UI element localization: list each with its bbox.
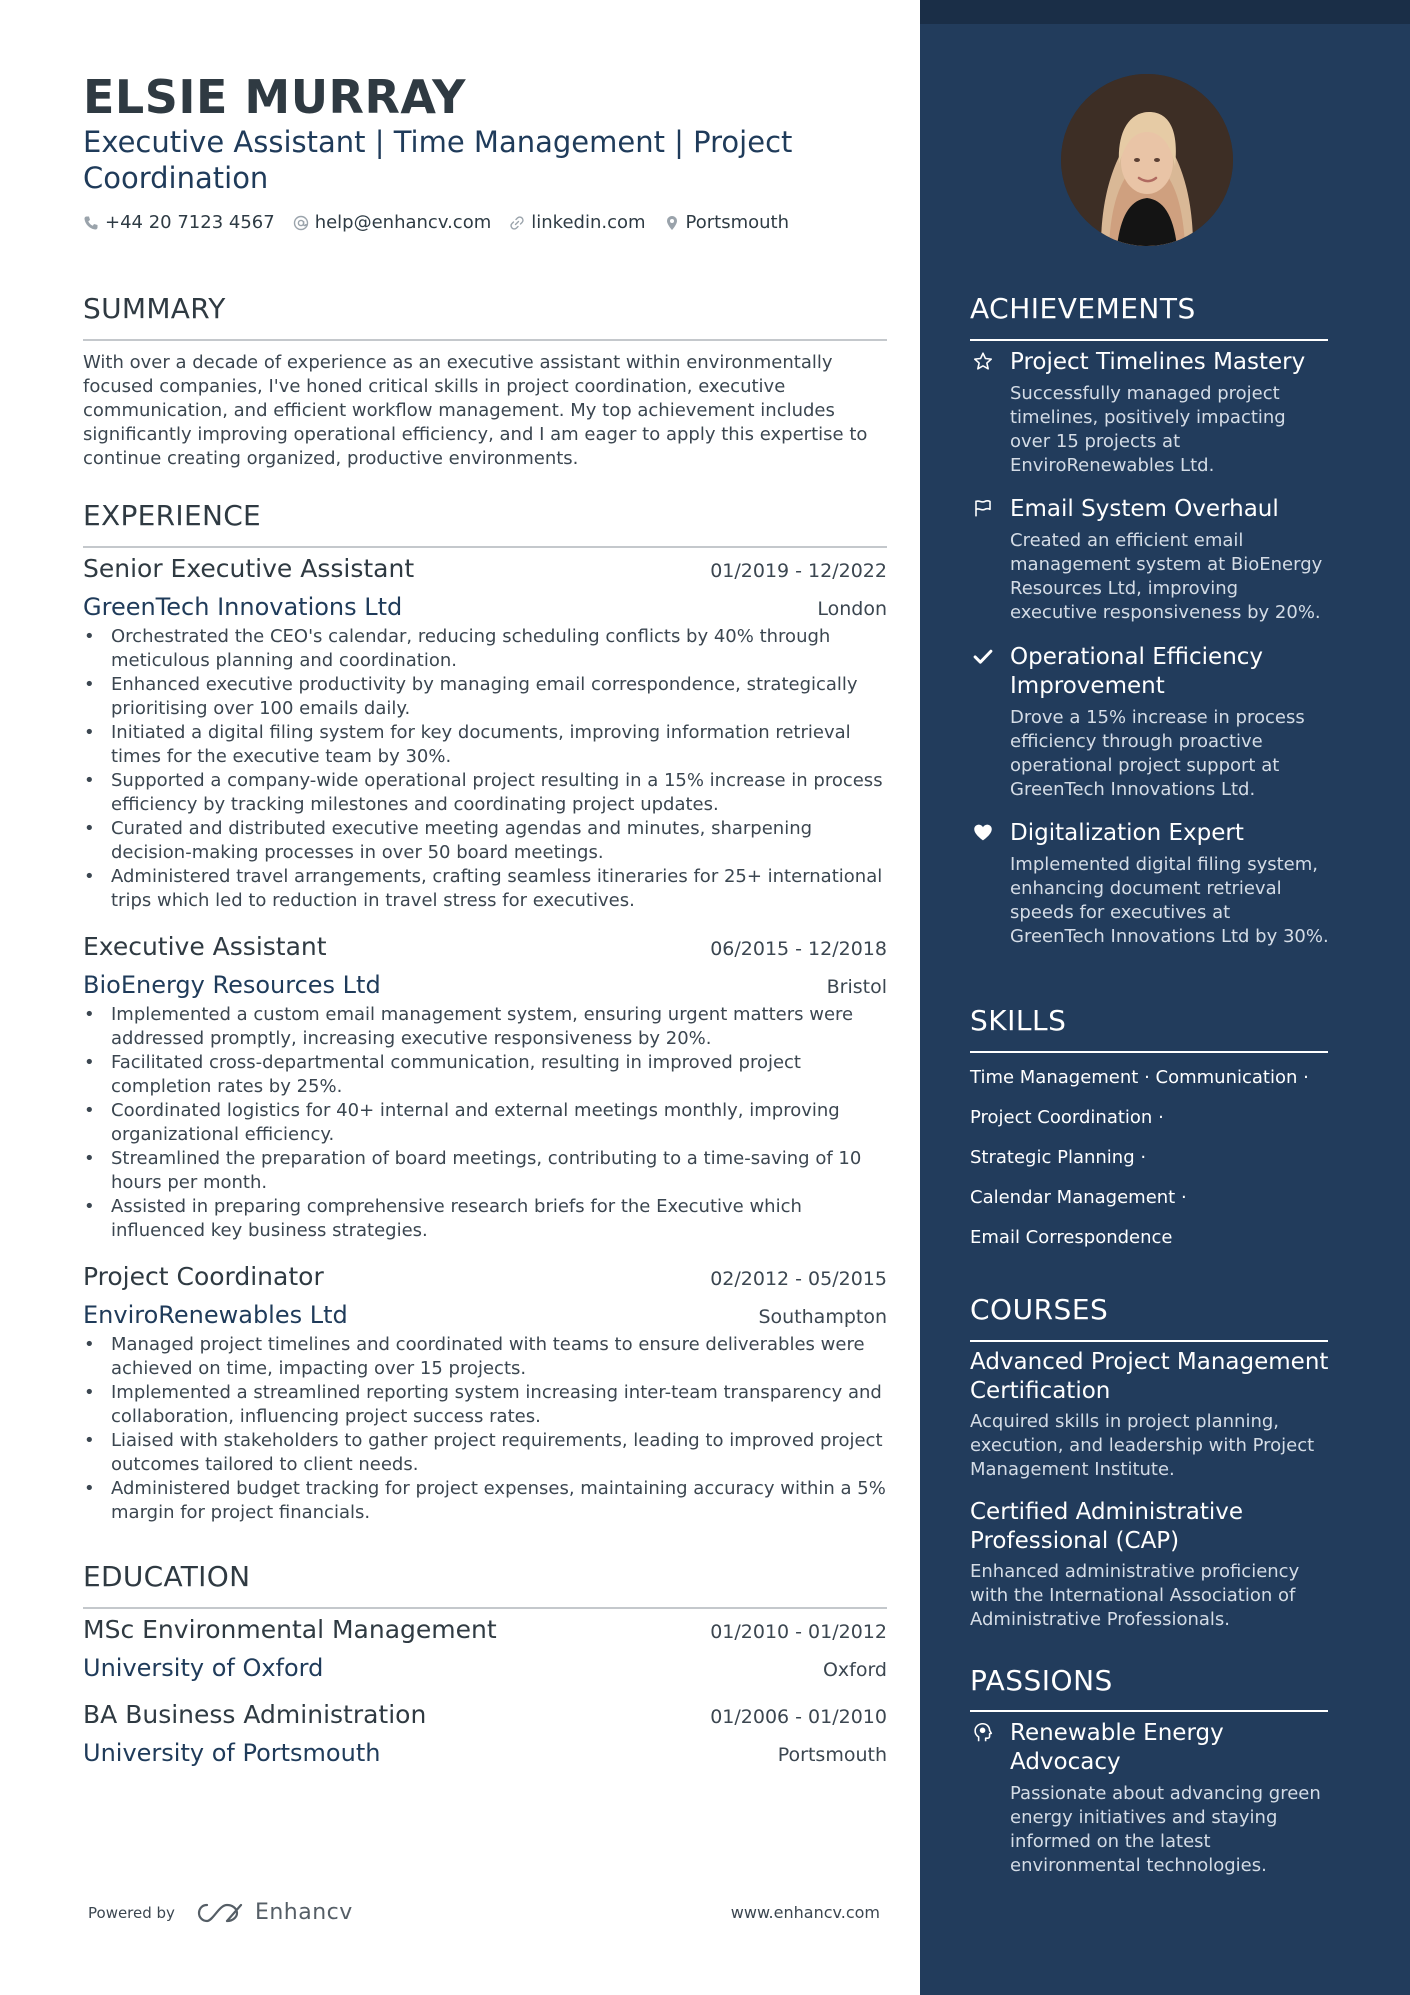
- passions-heading: PASSIONS: [970, 1664, 1113, 1697]
- job-entry: [83, 932, 887, 1243]
- avatar: [1061, 74, 1233, 246]
- job-title: Executive Assistant: [83, 932, 327, 961]
- job-location: London: [817, 598, 887, 620]
- bullet-item: • Implemented a custom email management system, ensuring urgent matters were addressed promptly, increasing executive responsiveness by 20%.: [83, 1003, 887, 1051]
- bullet-item: • Assisted in preparing comprehensive research briefs for the Executive which influenced key business strategies.: [83, 1195, 887, 1243]
- bullet-item: • Curated and distributed executive meeting agendas and minutes, sharpening decision-making processes in over 50 board meetings.: [83, 817, 887, 865]
- course-desc: Enhanced administrative proficiency with the International Association of Administrative Professionals.: [970, 1561, 1300, 1630]
- portrait-image: [1061, 74, 1233, 246]
- skill-item: Strategic Planning: [970, 1147, 1135, 1168]
- skills-list: [970, 1058, 1350, 1258]
- school-location: Portsmouth: [777, 1744, 887, 1766]
- brand-logo[interactable]: [197, 1900, 353, 1925]
- degree-title: MSc Environmental Management: [83, 1615, 497, 1644]
- bullet-item: • Managed project timelines and coordinated with teams to ensure deliverables were achieved on time, impacting over 15 projects.: [83, 1333, 887, 1381]
- skill-item: Communication: [1155, 1067, 1298, 1088]
- job-title: Project Coordinator: [83, 1262, 324, 1291]
- phone-icon: [83, 215, 99, 231]
- job-bullets: [83, 1003, 887, 1243]
- skill-item: Time Management: [970, 1067, 1139, 1088]
- flag-icon: [970, 495, 996, 519]
- courses-heading: COURSES: [970, 1293, 1109, 1326]
- skills-heading: SKILLS: [970, 1004, 1067, 1037]
- bullet-item: • Orchestrated the CEO's calendar, reducing scheduling conflicts by 40% through meticulous planning and coordination.: [83, 625, 887, 673]
- achievement-title: Project Timelines Mastery: [1010, 349, 1306, 375]
- education-divider: [83, 1607, 887, 1609]
- star-icon: [970, 348, 996, 372]
- achievement-desc: Implemented digital filing system, enhancing document retrieval speeds for executives at GreenTech Innovations Ltd by 30%.: [1010, 854, 1329, 947]
- achievement-item: [970, 495, 1330, 625]
- contact-location: [664, 212, 789, 233]
- passion-title: Renewable Energy Advocacy: [1010, 1720, 1224, 1775]
- job-dates: 01/2019 - 12/2022: [710, 560, 887, 582]
- job-location: Bristol: [826, 976, 887, 998]
- summary-text: With over a decade of experience as an executive assistant within environmentally focused companies, I've honed critical skills in project coordination, executive communication, and efficient workflow management. My top achievement includes significantly improving operational efficiency, and I am eager to apply this expertise to continue creating organized, productive environments.: [83, 352, 868, 469]
- website-link[interactable]: www.enhancv.com: [730, 1903, 880, 1922]
- experience-heading: EXPERIENCE: [83, 499, 262, 532]
- skills-divider: [970, 1051, 1328, 1053]
- bullet-item: • Facilitated cross-departmental communication, resulting in improved project completion rates by 25%.: [83, 1051, 887, 1099]
- school-location: Oxford: [822, 1659, 887, 1681]
- bullet-item: • Liaised with stakeholders to gather project requirements, leading to improved project outcomes tailored to client needs.: [83, 1429, 887, 1477]
- skill-item: Project Coordination: [970, 1107, 1153, 1128]
- school-name: University of Portsmouth: [83, 1739, 381, 1767]
- bullet-item: • Enhanced executive productivity by managing email correspondence, strategically prioritising over 100 emails daily.: [83, 673, 887, 721]
- achievement-title: Digitalization Expert: [1010, 820, 1244, 846]
- bullet-item: • Supported a company-wide operational project resulting in a 15% increase in process efficiency by tracking milestones and coordinating project updates.: [83, 769, 887, 817]
- education-heading: EDUCATION: [83, 1560, 251, 1593]
- job-dates: 02/2012 - 05/2015: [710, 1268, 887, 1290]
- sidebar: [920, 0, 1410, 1995]
- experience-divider: [83, 546, 887, 548]
- passions-divider: [970, 1710, 1328, 1712]
- course-item: [970, 1498, 1340, 1632]
- skill-item: Email Correspondence: [970, 1227, 1173, 1248]
- link-icon: [509, 215, 525, 231]
- head-icon: [970, 1719, 996, 1743]
- bullet-item: • Administered budget tracking for project expenses, maintaining accuracy within a 5% margin for project financials.: [83, 1477, 887, 1525]
- location-text: Portsmouth: [685, 212, 790, 233]
- degree-title: BA Business Administration: [83, 1700, 427, 1729]
- at-icon: [293, 215, 309, 231]
- candidate-name: ELSIE MURRAY: [83, 70, 466, 124]
- company-name: BioEnergy Resources Ltd: [83, 971, 381, 999]
- headline: Executive Assistant | Time Management | Project Coordination: [83, 125, 793, 195]
- education-entry: [83, 1615, 887, 1682]
- heart-icon: [970, 819, 996, 843]
- job-bullets: [83, 1333, 887, 1525]
- achievement-title: Email System Overhaul: [1010, 496, 1279, 522]
- sidebar-top-band: [920, 0, 1410, 24]
- company-name: GreenTech Innovations Ltd: [83, 593, 403, 621]
- education-dates: 01/2010 - 01/2012: [710, 1621, 887, 1643]
- courses-divider: [970, 1340, 1328, 1342]
- skills-row: Project Coordination ·: [970, 1107, 1164, 1128]
- job-bullets: [83, 625, 887, 913]
- bullet-item: • Administered travel arrangements, crafting seamless itineraries for 25+ international trips which led to reduction in travel stress for executives.: [83, 865, 887, 913]
- job-entry: [83, 1262, 887, 1525]
- job-title: Senior Executive Assistant: [83, 554, 415, 583]
- achievement-desc: Created an efficient email management system at BioEnergy Resources Ltd, improving executive responsiveness by 20%.: [1010, 530, 1323, 623]
- footer: [88, 1900, 880, 1925]
- achievement-item: [970, 819, 1330, 949]
- course-item: [970, 1348, 1340, 1482]
- skill-item: Calendar Management: [970, 1187, 1176, 1208]
- passion-item: [970, 1719, 1330, 1878]
- achievement-desc: Drove a 15% increase in process efficiency through proactive operational project support at GreenTech Innovations Ltd.: [1010, 707, 1305, 800]
- achievement-title: Operational Efficiency Improvement: [1010, 644, 1264, 699]
- contact-bar: [83, 212, 789, 233]
- skills-row: [970, 1218, 1350, 1258]
- contact-phone: [83, 212, 275, 233]
- skills-row: Time Management · Communication ·: [970, 1067, 1309, 1088]
- course-desc: Acquired skills in project planning, execution, and leadership with Project Management Institute.: [970, 1411, 1315, 1480]
- summary-divider: [83, 339, 887, 341]
- enhancv-logo-icon: [197, 1901, 243, 1925]
- job-entry: [83, 554, 887, 913]
- brand-name: Enhancv: [254, 1900, 353, 1925]
- job-dates: 06/2015 - 12/2018: [710, 938, 887, 960]
- bullet-item: • Streamlined the preparation of board meetings, contributing to a time-saving of 10 hours per month.: [83, 1147, 887, 1195]
- achievements-divider: [970, 339, 1328, 341]
- location-pin-icon: [664, 215, 680, 231]
- achievements-heading: ACHIEVEMENTS: [970, 292, 1196, 325]
- bullet-item: • Initiated a digital filing system for key documents, improving information retrieval times for the executive team by 30%.: [83, 721, 887, 769]
- phone-text: +44 20 7123 4567: [105, 212, 275, 233]
- education-dates: 01/2006 - 01/2010: [710, 1706, 887, 1728]
- contact-linkedin[interactable]: [509, 212, 645, 233]
- achievement-item: [970, 348, 1330, 478]
- skills-row: Calendar Management ·: [970, 1187, 1187, 1208]
- course-title: Advanced Project Management Certification: [970, 1349, 1329, 1404]
- linkedin-text: linkedin.com: [531, 212, 646, 233]
- summary-heading: SUMMARY: [83, 292, 226, 325]
- contact-email[interactable]: [293, 212, 492, 233]
- school-name: University of Oxford: [83, 1654, 324, 1682]
- skills-row: Strategic Planning ·: [970, 1147, 1147, 1168]
- bullet-item: • Coordinated logistics for 40+ internal and external meetings monthly, improving organizational efficiency.: [83, 1099, 887, 1147]
- company-name: EnviroRenewables Ltd: [83, 1301, 348, 1329]
- achievement-item: [970, 643, 1330, 802]
- course-title: Certified Administrative Professional (CAP): [970, 1499, 1244, 1554]
- powered-by: [88, 1900, 353, 1925]
- powered-by-label: Powered by: [88, 1903, 175, 1922]
- check-icon: [970, 643, 996, 667]
- bullet-item: • Implemented a streamlined reporting system increasing inter-team transparency and collaboration, influencing project success rates.: [83, 1381, 887, 1429]
- job-location: Southampton: [758, 1306, 887, 1328]
- passion-desc: Passionate about advancing green energy initiatives and staying informed on the latest environmental technologies.: [1010, 1783, 1321, 1876]
- education-entry: [83, 1700, 887, 1767]
- email-text: help@enhancv.com: [314, 212, 492, 233]
- achievement-desc: Successfully managed project timelines, positively impacting over 15 projects at EnviroRenewables Ltd.: [1010, 383, 1286, 476]
